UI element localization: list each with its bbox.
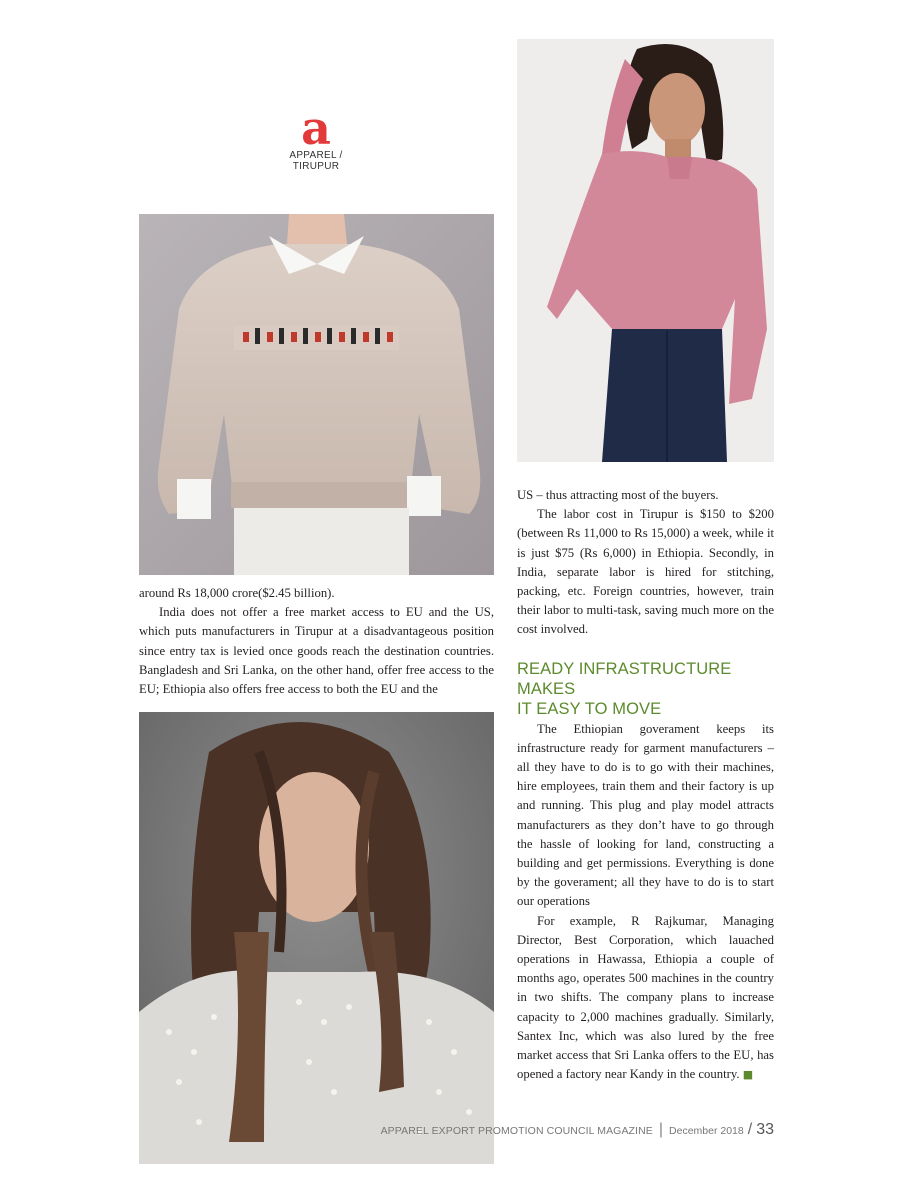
- right-paragraph-1: US – thus attracting most of the buyers.: [517, 488, 719, 502]
- footer-slash: /: [747, 1121, 753, 1138]
- right-paragraph-2: The labor cost in Tirupur is $150 to $200 (between Rs 11,000 to Rs 15,000) a week, while it is just $75 (Rs 6,000) in Ethiopia. Secondly, in India, separate labor is hired for stitching, packing, etc. Foreign countries, however, train their labor to multi-task, saving much more on the cost involved.: [517, 507, 774, 637]
- photo-pearl-sweater: [139, 712, 494, 1164]
- footer-date: December 2018: [669, 1125, 744, 1137]
- right-paragraph-4: [517, 912, 774, 1085]
- left-paragraph-1: around Rs 18,000 crore($2.45 billion).: [139, 586, 335, 600]
- subheading-line-1: READY INFRASTRUCTURE MAKES: [517, 659, 732, 698]
- footer-separator: |: [658, 1121, 664, 1138]
- left-column: [139, 584, 494, 699]
- right-paragraph-4-text: For example, R Rajkumar, Managing Director, Best Corporation, which lauached operations in Hawassa, Ethiopia a couple of months ago, operates 500 machines in the country in two shifts. The company plans to increase capacity to 2,000 machines gradually. Similarly, Santex Inc, which was also lured by the free market access that Sri Lanka offers to the EU, has opened a factory near Kandy in the country.: [517, 913, 774, 1082]
- section-label: APPAREL / TIRUPUR: [289, 150, 343, 172]
- magazine-logo: a: [301, 101, 331, 155]
- right-paragraph-3: The Ethiopian goverament keeps its infrastructure ready for garment manufacturers – all they have to do is to go with their machines, hire employees, train them and their factory is up and running. This plug and play model attracts manufacturers as they don’t have to go through the hassle of looking for land, constructing a building and get permissions. Everything is done by the goverament; all they have to do is to start our operations: [517, 721, 774, 909]
- photo-sweater-collar: [139, 214, 494, 575]
- right-column: [517, 486, 774, 1084]
- photo-pink-top: [517, 39, 774, 462]
- left-paragraph-2: India does not offer a free market access to EU and the US, which puts manufacturers in Tirupur at a disadvantageous position since entry tax is levied once goods reach the destination countries. Bangladesh and Sri Lanka, on the other hand, offer free access to the EU; Ethiopia also offers free access to both the EU and the: [139, 605, 494, 697]
- subheading-line-2: IT EASY TO MOVE: [517, 699, 662, 718]
- page-number: 33: [756, 1121, 774, 1138]
- subheading: [517, 659, 774, 719]
- footer-magazine-name: APPAREL EXPORT PROMOTION COUNCIL MAGAZINE: [380, 1125, 653, 1137]
- section-header: [266, 101, 366, 172]
- end-mark-icon: ■: [742, 1068, 754, 1082]
- page-footer: [381, 1121, 774, 1139]
